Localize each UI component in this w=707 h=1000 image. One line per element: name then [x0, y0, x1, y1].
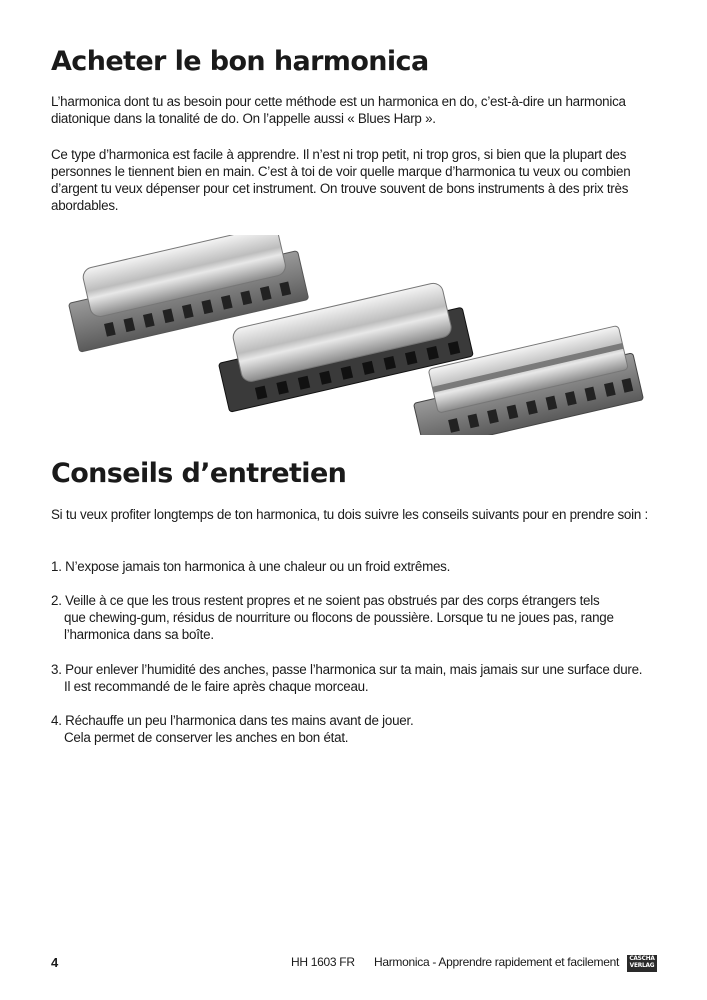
care-tip-4	[51, 712, 671, 746]
care-tip-2	[51, 592, 671, 643]
paragraph-intro: L’harmonica dont tu as besoin pour cette méthode est un harmonica en do, c’est-à-dire un harmonica diatonique dans la tonalité de do. On l’appelle aussi « Blues Harp ».	[51, 94, 626, 126]
book-title: Harmonica - Apprendre rapidement et facilement	[374, 955, 619, 969]
book-code: HH 1603 FR	[291, 955, 355, 969]
tip-line: l’harmonica dans sa boîte.	[64, 627, 214, 642]
tip-line: Cela permet de conserver les anches en bon état.	[64, 730, 349, 745]
harmonica-photo	[45, 235, 665, 435]
tip-number: 3.	[51, 662, 62, 677]
paragraph-care-intro: Si tu veux profiter longtemps de ton harmonica, tu dois suivre les conseils suivants pour en prendre soin :	[51, 507, 648, 522]
logo-line-2: VERLAG	[629, 963, 655, 969]
publisher-logo	[627, 955, 657, 972]
care-tip-3	[51, 661, 671, 695]
logo-line-1: CASCHA	[629, 956, 655, 962]
page-number: 4	[51, 955, 58, 970]
tip-line: Veille à ce que les trous restent propres et ne soient pas obstrués par des corps étrangers tels	[65, 593, 600, 608]
care-tip-1	[51, 558, 671, 575]
tip-line: Il est recommandé de le faire après chaque morceau.	[64, 679, 369, 694]
tip-number: 2.	[51, 593, 62, 608]
paragraph-type: Ce type d’harmonica est facile à apprendre. Il n’est ni trop petit, ni trop gros, si bien que la plupart des personnes le tiennent bien en main. C’est à toi de voir quelle marque d’harmonica tu veux ou combien d’argent tu veux dépenser pour cet instrument. On trouve souvent de bons instruments à des prix très abordables.	[51, 147, 631, 213]
section-title-buying: Acheter le bon harmonica	[51, 46, 429, 77]
tip-number: 4.	[51, 713, 62, 728]
tip-line: N’expose jamais ton harmonica à une chaleur ou un froid extrêmes.	[65, 559, 451, 574]
tip-line: Pour enlever l’humidité des anches, passe l’harmonica sur ta main, mais jamais sur une surface dure.	[65, 662, 643, 677]
tip-number: 1.	[51, 559, 62, 574]
tip-line: que chewing-gum, résidus de nourriture ou flocons de poussière. Lorsque tu ne joues pas, range	[64, 610, 614, 625]
tip-line: Réchauffe un peu l’harmonica dans tes mains avant de jouer.	[65, 713, 414, 728]
section-title-care: Conseils d’entretien	[51, 458, 347, 489]
